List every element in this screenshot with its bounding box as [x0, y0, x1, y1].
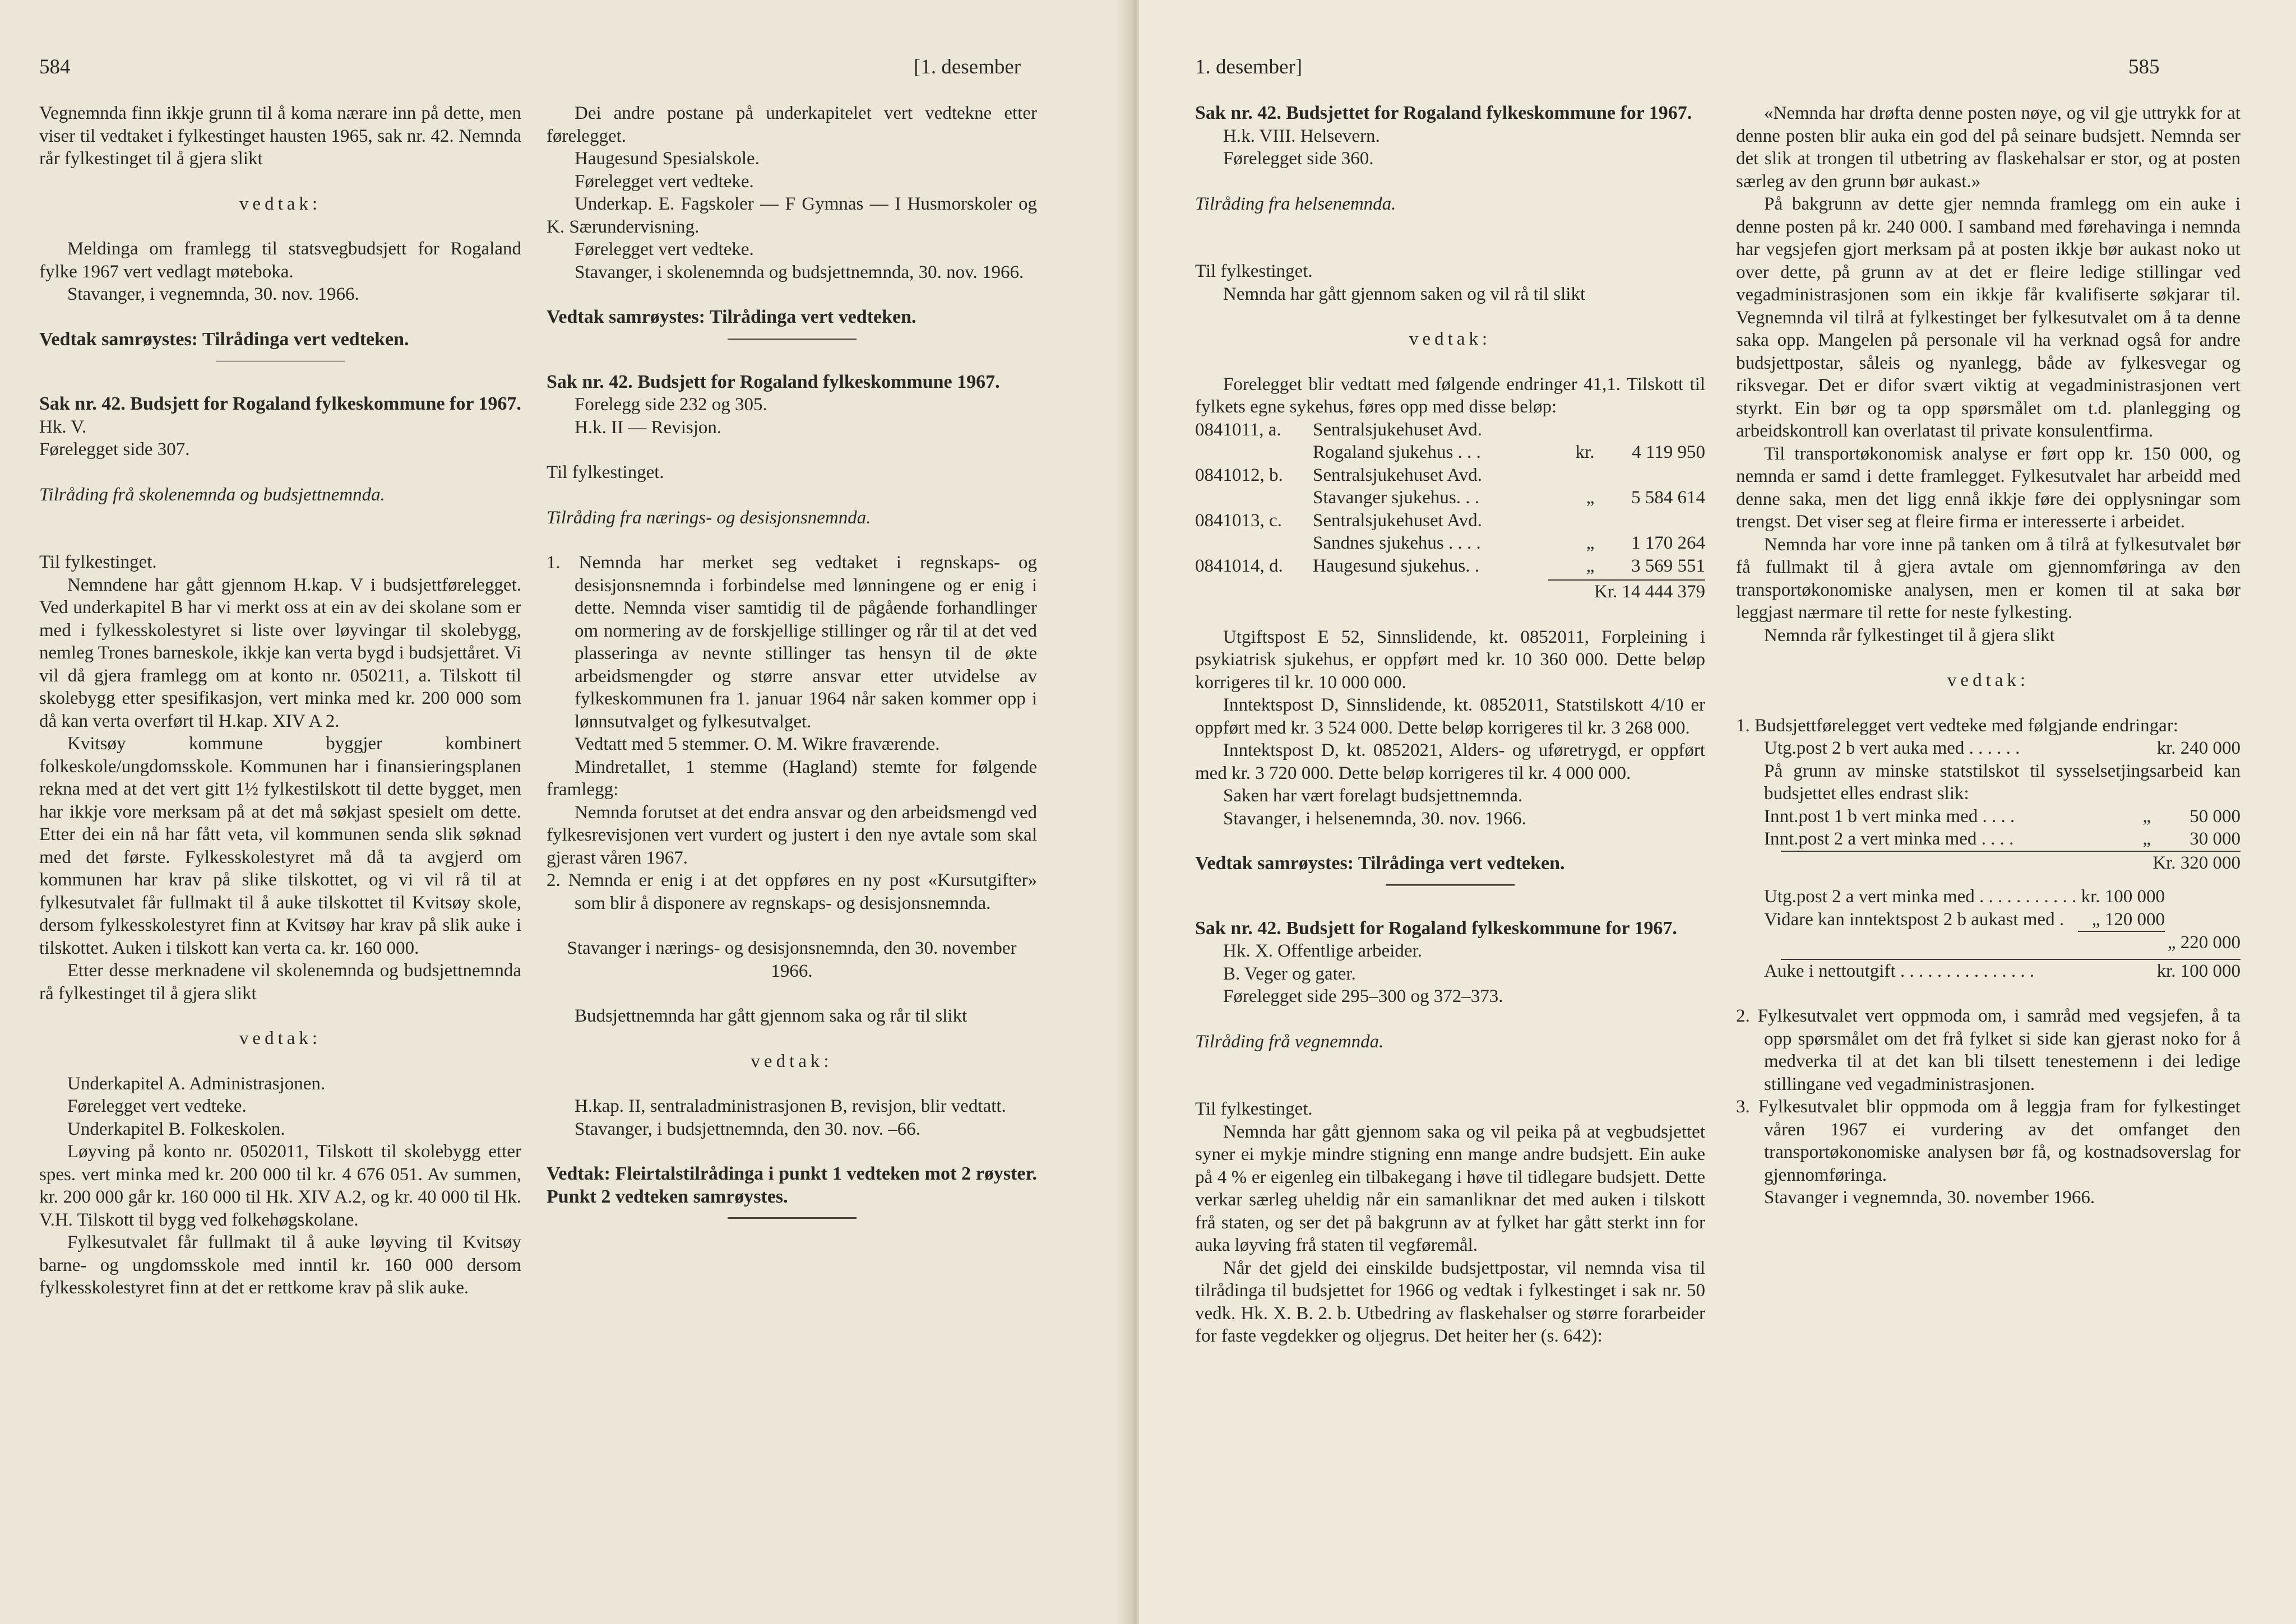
budget-row-inn2b: Vidare kan inntektspost 2 b aukast med . „ 120 000 [1764, 908, 2241, 932]
right-column-1 [1195, 102, 1705, 1348]
paragraph: Førelegget vert vedteke. [575, 171, 754, 192]
paragraph: Tilråding frå vegnemnda. [1195, 1031, 1384, 1052]
paragraph: Nemnda har gått gjennom saken og vil rå til slikt [1223, 284, 1586, 304]
paragraph: Førelegget side 295–300 og 372–373. [1223, 986, 1503, 1006]
right-page [1139, 0, 2296, 1624]
section-heading: Sak nr. 42. Budsjettet for Rogaland fylkeskommune for 1967. [1195, 103, 1692, 123]
section-heading: Sak nr. 42. Budsjett for Rogaland fylkeskommune 1967. [547, 371, 1000, 392]
hospital-row-cont: Sandnes sjukehus . . . . „ 1 170 264 [1313, 533, 1705, 553]
vedtak-label: vedtak: [1409, 329, 1492, 349]
paragraph: Førelegget side 360. [1223, 149, 1374, 169]
paragraph: Førelegget vert vedteke. [575, 239, 754, 259]
right-col1-bottom [1195, 626, 1705, 1348]
left-column-2 [547, 102, 1037, 1228]
section-rule [728, 1217, 857, 1219]
paragraph: Saken har vært forelagt budsjettnemnda. [1223, 786, 1523, 806]
paragraph: Underkapitel B. Folkeskolen. [67, 1119, 285, 1139]
hospital-row-cont: Stavanger sjukehus. . . „ 5 584 614 [1313, 488, 1705, 508]
paragraph: H.k. II — Revisjon. [575, 417, 722, 438]
paragraph: Til fylkestinget. [39, 552, 157, 572]
budget-block [1736, 737, 2241, 982]
paragraph: Nemnda har gått gjennom saka og vil peika på at vegbudsjettet syner ei mykje mindre stigning enn mange andre budsjett. Ein auke på 4 % er eigenleg ein tilbakegang i høve til tidlegare budsjett. Dette verkar særleg uheldig når ein samanliknar det med auken i tilskott frå staten, og ser det på bakgrunn av at fylket har gått sterkt inn for auka løyving frå staten til vegføremål. [1195, 1121, 1705, 1255]
paragraph: Forelegget blir vedtatt med følgende endringer 41,1. Tilskott til fylkets egne sykehus, føres opp med disse beløp: [1195, 374, 1705, 417]
right-col2-bottom [1736, 1005, 2241, 1209]
paragraph: Når det gjeld dei einskilde budsjettpostar, vil nemnda visa til tilrådinga til budsjettet for 1966 og vedtak i fylkestinget i sak nr. 50 vedk. Hk. X. B. 2. b. Utbedring av flaskehalser og større forarbeider for faste vegdekker og oljegrus. Det heiter her (s. 642): [1195, 1258, 1705, 1346]
paragraph: Etter desse merknadene vil skolenemnda og budsjettnemnda rå fylkestinget til å gjera slikt [39, 961, 521, 1004]
budget-note: På grunn av minske statstilskot til sysselsetjingsarbeid kan budsjettet elles endrast slik: [1764, 760, 2241, 804]
paragraph: Nemnda forutset at det endra ansvar og den arbeidsmengd ved fylkesrevisjonen vert vurdert og justert i den nye avtale som skal gjerast våren 1967. [547, 802, 1037, 868]
hospital-row: 0841012, b. Sentralsjukehuset Avd. [1195, 465, 1482, 485]
paragraph: Løyving på konto nr. 0502011, Tilskott til skolebygg etter spes. vert minka med kr. 200 000 til kr. 4 676 051. Av summen, kr. 200 000 går kr. 160 000 til Hk. XIV A.2, og kr. 40 000 til Hk. V.H. Tilskott til bygg ved folkehøgskolane. [39, 1142, 521, 1230]
paragraph: Stavanger, i helsenemnda, 30. nov. 1966. [1223, 808, 1526, 829]
hospital-row: 0841011, a. Sentralsjukehuset Avd. [1195, 419, 1482, 440]
paragraph: Tilråding fra helsenemnda. [1195, 193, 1396, 214]
section-rule [1386, 884, 1515, 886]
vedtak-label: vedtak: [239, 1028, 322, 1048]
paragraph: Hk. V. [39, 416, 87, 437]
budget-row-inn2a: Innt.post 2 a vert minka med . . . . „ 30 000 [1764, 829, 2241, 849]
left-page-date: [1. desember [914, 55, 1021, 78]
paragraph: Til fylkestinget. [1195, 261, 1313, 281]
paragraph: 2. Nemnda er enig i at det oppføres en ny post «Kursutgifter» som blir å disponere av regnskaps- og desisjonsnemnda. [547, 870, 1037, 913]
right-col2-top [1736, 102, 2241, 714]
section-rule [728, 338, 857, 340]
paragraph: H.k. VIII. Helsevern. [1223, 126, 1380, 146]
section-heading: Vedtak: Fleirtalstilrådinga i punkt 1 vedteken mot 2 røyster. Punkt 2 vedteken samrøystes. [547, 1163, 1037, 1207]
paragraph: Vedtatt med 5 stemmer. O. M. Wikre fraværende. [575, 734, 940, 754]
paragraph: Budsjettnemnda har gått gjennom saka og rår til slikt [575, 1006, 968, 1026]
paragraph: Inntektspost D, kt. 0852021, Alders- og uføretrygd, er oppført med kr. 3 720 000. Dette beløp korrigeres til kr. 4 000 000. [1195, 740, 1705, 783]
paragraph: B. Veger og gater. [1223, 963, 1356, 984]
paragraph: Underkapitel A. Administrasjonen. [67, 1073, 326, 1094]
hospital-total: Kr. 14 444 379 [1594, 582, 1705, 602]
paragraph: Nemnda rår fylkestinget til å gjera slikt [1764, 625, 2055, 646]
paragraph: Til transportøkonomisk analyse er ført opp kr. 150 000, og nemnda er samd i dette framlegget. Fylkesutvalet har arbeidd med denne saka, men det ligg ennå ikkje føre dei opplysningar som trengst. Det viser seg at fleire firma er interesserte i arbeidet. [1736, 443, 2241, 532]
budget-row-utg2b: Utg.post 2 b vert auka med . . . . . . kr. 240 000 [1764, 738, 2241, 758]
budget-row-sum2: „ 220 000 [2167, 932, 2241, 953]
hospital-row-cont: Rogaland sjukehus . . . kr. 4 119 950 [1313, 442, 1705, 462]
paragraph: På bakgrunn av dette gjer nemnda framlegg om ein auke i denne posten på kr. 240 000. I samband med førehavinga i nemnda har vegsjefen gjort merksam på at posten ikkje bør aukast noko ut over dette, på grunn av at det er fleire ledige stillingar ved vegadministrasjonen som ein ikkje får kvalifiserte søkjarar til. Vegnemnda vil tilrå at fylkestinget ber fylkesutvalet om å ta denne saka opp. Mangelen på personale vil ha verknad også for andre budsjettpostar, såleis og nyanlegg, både av fylkesvegar og riksvegar. Det er difor svært viktig at vegadministrasjonen vert styrkt. Ein bør og ta opp spørsmålet om t.d. planlegging og arbeidskontroll kan overlatast til private konsulentfirma. [1736, 194, 2241, 441]
paragraph: Førelegget vert vedteke. [67, 1096, 247, 1116]
budget-item-1-intro: 1. Budsjettførelegget vert vedteke med følgjande endringar: [1736, 715, 2178, 736]
left-column-1 [39, 102, 521, 1300]
paragraph: Haugesund Spesialskole. [575, 149, 760, 169]
budget-row-inn1b: Innt.post 1 b vert minka med . . . . „ 50 000 [1764, 806, 2241, 827]
left-page [0, 0, 1131, 1624]
paragraph: Stavanger i nærings- og desisjonsnemnda, den 30. november 1966. [567, 938, 1017, 981]
vedtak-label: vedtak: [751, 1051, 833, 1071]
paragraph: Vegnemnda finn ikkje grunn til å koma nærare inn på dette, men viser til vedtaket i fylkestinget hausten 1965, sak nr. 42. Nemnda rår fylkestinget til å gjera slikt [39, 103, 521, 169]
paragraph: Stavanger i vegnemnda, 30. november 1966. [1764, 1187, 2095, 1208]
paragraph: «Nemnda har drøfta denne posten nøye, og vil gje uttrykk for at denne posten blir auka ein god del på seinare budsjett. Nemnda ser det slik at trongen til utbetring av flaskehalsar er stor, og at posten særleg av den grunn bør aukast.» [1736, 103, 2241, 192]
paragraph: Fylkesutvalet får fullmakt til å auke løyving til Kvitsøy barne- og ungdomsskole med inntil kr. 160 000 dersom fylkesskolestyret finn at det er rettkome krav på slik auke. [39, 1232, 521, 1298]
paragraph: H.kap. II, sentraladministrasjonen B, revisjon, blir vedtatt. [575, 1096, 1006, 1116]
hospital-row: 0841013, c. Sentralsjukehuset Avd. [1195, 510, 1482, 531]
paragraph: Dei andre postane på underkapitelet vert vedtekne etter førelegget. [547, 103, 1037, 146]
right-page-date: 1. desember] [1195, 55, 1303, 78]
section-heading: Vedtak samrøystes: Tilrådinga vert vedteken. [1195, 853, 1565, 874]
hospital-row: 0841014, d. Haugesund sjukehus. . „ 3 569 551 [1195, 555, 1705, 576]
right-column-2 [1736, 102, 2241, 1209]
paragraph: Hk. X. Offentlige arbeider. [1223, 941, 1422, 961]
paragraph: Mindretallet, 1 stemme (Hagland) stemte for følgende framlegg: [547, 757, 1037, 800]
paragraph: Til fylkestinget. [547, 462, 664, 482]
paragraph: Tilråding frå skolenemnda og budsjettnemnda. [39, 484, 385, 505]
section-heading: Vedtak samrøystes: Tilrådinga vert vedteken. [39, 328, 409, 350]
section-heading: Sak nr. 42. Budsjett for Rogaland fylkeskommune for 1967. [39, 393, 521, 414]
budget-row-utg2a: Utg.post 2 a vert minka med . . . . . . . . . . . kr. 100 000 [1764, 887, 2165, 907]
budget-subtotal: Kr. 320 000 [2152, 852, 2241, 873]
right-col1-top [1195, 102, 1705, 419]
right-page-number: 585 [2128, 55, 2160, 78]
paragraph: Førelegget side 307. [39, 439, 190, 460]
paragraph: Forelegg side 232 og 305. [575, 395, 767, 415]
budget-row-auke: Auke i nettoutgift . . . . . . . . . . . . . . . kr. 100 000 [1764, 961, 2241, 981]
paragraph: Stavanger, i vegnemnda, 30. nov. 1966. [67, 284, 359, 304]
section-heading: Vedtak samrøystes: Tilrådinga vert vedteken. [547, 307, 916, 327]
paragraph: Meldinga om framlegg til statsvegbudsjett for Rogaland fylke 1967 vert vedlagt møteboka. [39, 239, 521, 282]
section-heading: Sak nr. 42. Budsjett for Rogaland fylkeskommune for 1967. [1195, 917, 1677, 939]
vedtak-label: vedtak: [1947, 670, 2030, 690]
paragraph: Til fylkestinget. [1195, 1099, 1313, 1119]
paragraph: 2. Fylkesutvalet vert oppmoda om, i samråd med vegsjefen, å ta opp spørsmålet om det frå fylket si side kan gjerast noko for å medverka til at det kan bli tilsett tenestemenn i dei ledige stillingane ved vegadministrasjonen. [1736, 1006, 2241, 1094]
paragraph: 3. Fylkesutvalet blir oppmoda om å leggja fram for fylkestinget våren 1967 ei vurdering av det omfanget den transportøkonomiske analysen bør få, og kostnadsoverslag for gjennomføringa. [1736, 1097, 2241, 1185]
paragraph: Nemnda har vore inne på tanken om å tilrå at fylkesutvalet bør få fullmakt til å gjera avtale om gjennomføringa av den transportøkonomiske analysen, men er komen til at saka bør leggjast nærmare til rette for neste fylkesting. [1736, 534, 2241, 623]
paragraph: Stavanger, i budsjettnemnda, den 30. nov. –66. [575, 1119, 921, 1139]
paragraph: 1. Nemnda har merket seg vedtaket i regnskaps- og desisjonsnemnda i forbindelse med lønningene og er enig i dette. Nemnda viser samtidig til de pågående forhandlinger om normering av de forskjellige stillinger og rår til at det ved plasseringa av nevnte stillinger tas hensyn til de økte arbeidsmengder og større ansvar etter utvidelse av fylkeskommunen fra 1. januar 1964 når saken kommer opp i lønnsutvalget og fylkesutvalget. [547, 553, 1037, 732]
paragraph: Underkap. E. Fagskoler — F Gymnas — I Husmorskoler og K. Særundervisning. [547, 194, 1037, 237]
paragraph: Nemndene har gått gjennom H.kap. V i budsjettførelegget. Ved underkapitel B har vi merkt oss at ein av dei skolane som er med i fylkesskolestyret si liste over løyvingar til skolebygg, nemleg Trones barneskole, ikkje kan verta bygd i budsjettåret. Vi vil då gjera framlegg om at konto nr. 050211, a. Tilskott til skolebygg etter spesifikasjon, vert minka med kr. 200 000 som då kan verta overført til H.kap. XIV A 2. [39, 574, 521, 731]
paragraph: Inntektspost D, Sinnslidende, kt. 0852011, Statstilskott 4/10 er oppført med kr. 3 524 000. Dette beløp korrigeres til kr. 3 268 000. [1195, 695, 1705, 738]
paragraph: Kvitsøy kommune byggjer kombinert folkeskole/ungdomsskole. Kommunen har i finansieringsplanen rekna med at det vert gitt 1½ fylkestilskott til dette bygget, men har ikkje vore merksam på at det må søkjast spesielt om dette. Etter dei ein nå har fått veta, vil kommunen senda slik søknad med det første. Fylkesskolestyret må då ta avgjerd om kommunen har krav på slike tilskottet, og vi vil rå til at fylkesutvalet får fullmakt til å auke tilskottet til Kvitsøy skole, dersom fylkesskolestyret finn at Kvitsøy har krav på slik auke i tilskottet. Auken i tilskott kan verta ca. kr. 160 000. [39, 734, 521, 958]
section-rule [216, 360, 345, 361]
vedtak-label: vedtak: [239, 193, 322, 214]
paragraph: Tilråding fra nærings- og desisjonsnemnda. [547, 507, 871, 528]
paragraph: Utgiftspost E 52, Sinnslidende, kt. 0852011, Forpleining i psykiatrisk sjukehus, er oppført med kr. 10 360 000. Dette beløp korrigeres til kr. 10 000 000. [1195, 627, 1705, 693]
hospital-table [1195, 419, 1705, 578]
paragraph: Stavanger, i skolenemnda og budsjettnemnda, 30. nov. 1966. [575, 262, 1024, 282]
left-page-number: 584 [39, 55, 71, 78]
